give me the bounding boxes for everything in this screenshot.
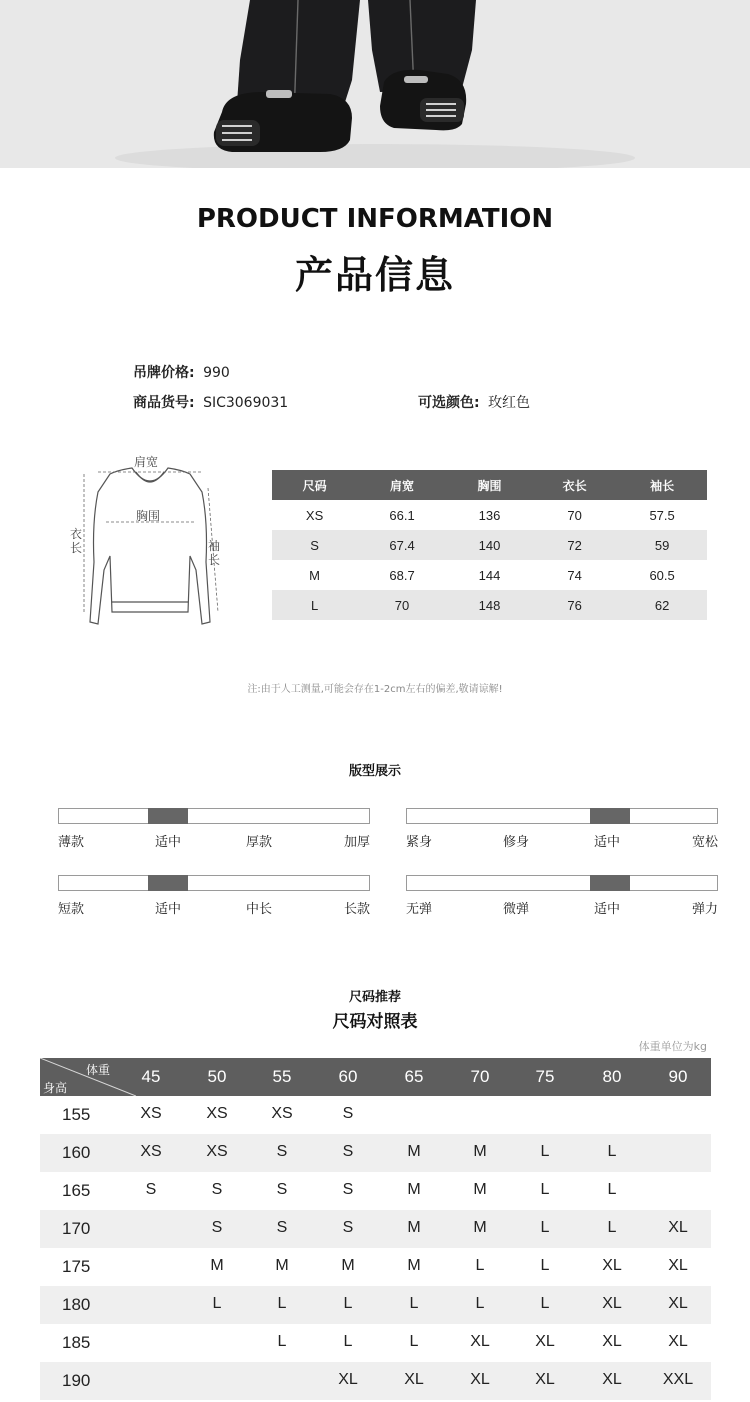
- fit-section-title: 版型展示: [348, 764, 401, 779]
- recommended-size-cell: L: [343, 1295, 353, 1312]
- scale-label: 中长: [246, 902, 273, 917]
- recommended-size-cell: L: [540, 1181, 550, 1198]
- recommended-size-cell: S: [211, 1219, 223, 1236]
- height-value: 190: [62, 1371, 91, 1390]
- recommended-size-cell: XL: [338, 1371, 358, 1388]
- table-row: [272, 590, 707, 620]
- height-value: 165: [62, 1181, 91, 1200]
- weight-column-header: 45: [141, 1067, 161, 1086]
- table-cell: 140: [447, 530, 532, 560]
- recommended-size-cell: M: [407, 1257, 421, 1274]
- product-photo: [0, 0, 750, 168]
- price-value: 990: [203, 365, 230, 381]
- table-cell: 68.7: [389, 567, 415, 583]
- section-title-english: PRODUCT INFORMATION: [196, 204, 554, 234]
- header-length: 衣长: [532, 470, 617, 500]
- scale-label: 适中: [594, 902, 621, 917]
- table-row: [40, 1172, 711, 1210]
- recommended-size-cell: L: [409, 1333, 419, 1350]
- height-value: 185: [62, 1333, 91, 1352]
- size-table-header: [272, 470, 707, 500]
- table-cell: L: [272, 590, 357, 620]
- recommended-size-cell: S: [342, 1143, 354, 1160]
- recommended-size-cell: S: [342, 1181, 354, 1198]
- recommended-size-cell: XXL: [662, 1371, 694, 1388]
- table-cell: 72: [532, 530, 617, 560]
- weight-column-header: 75: [535, 1067, 555, 1086]
- table-row: [40, 1248, 711, 1286]
- weight-column-header: 50: [207, 1067, 227, 1086]
- table-cell: 70: [567, 507, 582, 523]
- table-cell: 66.1: [389, 507, 415, 523]
- table-cell: 67.4: [357, 530, 447, 560]
- table-cell: S: [272, 530, 357, 560]
- table-cell: 70: [357, 590, 447, 620]
- scale-label: 适中: [155, 902, 182, 917]
- table-cell: 148: [447, 590, 532, 620]
- recommended-size-cell: XL: [668, 1333, 688, 1350]
- recommended-size-cell: L: [277, 1295, 287, 1312]
- table-row: [272, 530, 707, 560]
- header-sleeve: 袖长: [617, 470, 707, 500]
- recommended-size-cell: L: [475, 1295, 485, 1312]
- scale-label: 微弹: [503, 902, 530, 917]
- length-scale-labels: [58, 898, 374, 916]
- header-size: 尺码: [272, 470, 357, 500]
- scale-label: 薄款: [58, 835, 85, 850]
- recommended-size-cell: XL: [668, 1257, 688, 1274]
- measurement-note: 注:由于人工测量,可能会存在1-2cm左右的偏差,敬请谅解!: [247, 684, 503, 695]
- recommended-size-cell: XL: [535, 1333, 555, 1350]
- table-row: [272, 500, 707, 530]
- recommended-size-cell: M: [473, 1181, 487, 1198]
- scale-label: 长款: [344, 902, 371, 917]
- table-row: [40, 1210, 711, 1248]
- thickness-selected-marker: [148, 808, 188, 824]
- weight-column-header: 80: [602, 1067, 622, 1086]
- recommended-size-cell: XS: [271, 1105, 293, 1122]
- recommended-size-cell: M: [407, 1143, 421, 1160]
- table-cell: XS: [305, 507, 324, 523]
- length-scale: [58, 875, 370, 891]
- recommended-size-cell: L: [540, 1143, 550, 1160]
- chest-label: 胸围: [136, 509, 161, 523]
- recommended-size-cell: XS: [140, 1105, 162, 1122]
- recommended-size-cell: S: [276, 1219, 288, 1236]
- recommended-size-cell: XL: [602, 1333, 622, 1350]
- size-rec-subtitle: 尺码对照表: [332, 1012, 418, 1032]
- recommended-size-cell: S: [276, 1181, 288, 1198]
- section-title-chinese: 产品信息: [294, 253, 455, 297]
- weight-column-header: 55: [272, 1067, 292, 1086]
- scale-label: 厚款: [246, 835, 273, 850]
- item-no-value: SIC3069031: [203, 395, 289, 411]
- model-legs-shoes-image: [0, 0, 750, 168]
- height-value: 160: [62, 1143, 91, 1162]
- color-value: 玫红色: [488, 395, 531, 411]
- recommended-size-cell: XL: [602, 1295, 622, 1312]
- recommended-size-cell: XL: [470, 1333, 490, 1350]
- recommended-size-cell: S: [342, 1219, 354, 1236]
- recommended-size-cell: L: [409, 1295, 419, 1312]
- length-label: 衣长: [70, 527, 83, 555]
- recommended-size-cell: XL: [668, 1295, 688, 1312]
- height-axis-label: 身高: [43, 1081, 68, 1095]
- recommended-size-cell: XS: [206, 1143, 228, 1160]
- fit-scale-labels: [406, 831, 722, 849]
- weight-column-header: 60: [338, 1067, 358, 1086]
- item-no-label: 商品货号:: [133, 395, 195, 411]
- header-shoulder: 肩宽: [357, 470, 447, 500]
- recommended-size-cell: M: [473, 1143, 487, 1160]
- recommended-size-cell: L: [343, 1333, 353, 1350]
- color-label: 可选颜色:: [418, 395, 480, 411]
- thickness-scale: [58, 808, 370, 824]
- recommended-size-cell: L: [607, 1181, 617, 1198]
- info-color: [418, 392, 530, 412]
- recommended-size-cell: L: [277, 1333, 287, 1350]
- info-item-number: [133, 392, 288, 412]
- height-weight-header: [40, 1058, 711, 1096]
- table-cell: M: [309, 567, 320, 583]
- table-row: [40, 1096, 711, 1134]
- recommended-size-cell: XL: [535, 1371, 555, 1388]
- recommended-size-cell: XL: [404, 1371, 424, 1388]
- scale-label: 适中: [594, 835, 621, 850]
- recommended-size-cell: S: [211, 1181, 223, 1198]
- table-row: [40, 1362, 711, 1400]
- table-row: [272, 560, 707, 590]
- recommended-size-cell: M: [275, 1257, 289, 1274]
- info-price: [133, 362, 230, 382]
- fit-selected-marker: [590, 808, 630, 824]
- weight-column-header: 90: [668, 1067, 688, 1086]
- recommended-size-cell: M: [210, 1257, 224, 1274]
- recommended-size-cell: M: [407, 1219, 421, 1236]
- recommended-size-cell: L: [607, 1219, 617, 1236]
- table-cell: 57.5: [649, 507, 675, 523]
- recommended-size-cell: L: [212, 1295, 222, 1312]
- recommended-size-cell: XL: [602, 1257, 622, 1274]
- length-selected-marker: [148, 875, 188, 891]
- height-value: 180: [62, 1295, 91, 1314]
- table-cell: 59: [617, 530, 707, 560]
- weight-axis-label: 体重: [86, 1063, 111, 1077]
- recommended-size-cell: L: [607, 1143, 617, 1160]
- table-cell: 76: [532, 590, 617, 620]
- weight-unit-note: 体重单位为kg: [638, 1040, 707, 1053]
- table-cell: 62: [617, 590, 707, 620]
- table-cell: 136: [478, 507, 501, 523]
- height-value: 155: [62, 1105, 91, 1124]
- recommended-size-cell: XL: [668, 1219, 688, 1236]
- recommended-size-cell: M: [473, 1219, 487, 1236]
- recommended-size-cell: S: [342, 1105, 354, 1122]
- recommended-size-cell: L: [540, 1257, 550, 1274]
- price-label: 吊牌价格:: [133, 365, 195, 381]
- recommended-size-cell: L: [540, 1295, 550, 1312]
- table-row: [40, 1286, 711, 1324]
- recommended-size-cell: XS: [206, 1105, 228, 1122]
- table-row: [40, 1324, 711, 1362]
- recommended-size-cell: XS: [140, 1143, 162, 1160]
- scale-label: 紧身: [406, 835, 433, 850]
- recommended-size-cell: S: [276, 1143, 288, 1160]
- weight-column-header: 70: [470, 1067, 490, 1086]
- scale-label: 宽松: [692, 835, 719, 850]
- table-cell: 144: [478, 567, 501, 583]
- table-cell: 74: [567, 567, 582, 583]
- table-cell: 60.5: [649, 567, 675, 583]
- table-row: [40, 1134, 711, 1172]
- recommended-size-cell: L: [540, 1219, 550, 1236]
- recommended-size-cell: L: [475, 1257, 485, 1274]
- scale-label: 短款: [58, 902, 85, 917]
- thickness-scale-labels: [58, 831, 374, 849]
- height-value: 175: [62, 1257, 91, 1276]
- size-table: [272, 470, 707, 620]
- scale-label: 无弹: [406, 902, 433, 917]
- recommended-size-cell: S: [145, 1181, 157, 1198]
- scale-label: 加厚: [344, 835, 371, 850]
- recommended-size-cell: XL: [602, 1371, 622, 1388]
- sweater-measure-diagram: [60, 452, 240, 632]
- fit-scale: [406, 808, 718, 824]
- scale-label: 适中: [155, 835, 182, 850]
- sleeve-label: 袖长: [208, 539, 221, 567]
- weight-column-header: 65: [404, 1067, 424, 1086]
- scale-label: 修身: [503, 835, 530, 850]
- height-value: 170: [62, 1219, 91, 1238]
- header-chest: 胸围: [447, 470, 532, 500]
- recommended-size-cell: XL: [470, 1371, 490, 1388]
- elasticity-scale-labels: [406, 898, 722, 916]
- shoulder-label: 肩宽: [134, 455, 159, 469]
- size-rec-title: 尺码推荐: [348, 990, 401, 1005]
- scale-label: 弹力: [692, 902, 719, 917]
- recommended-size-cell: M: [341, 1257, 355, 1274]
- elasticity-scale: [406, 875, 718, 891]
- recommended-size-cell: M: [407, 1181, 421, 1198]
- elasticity-selected-marker: [590, 875, 630, 891]
